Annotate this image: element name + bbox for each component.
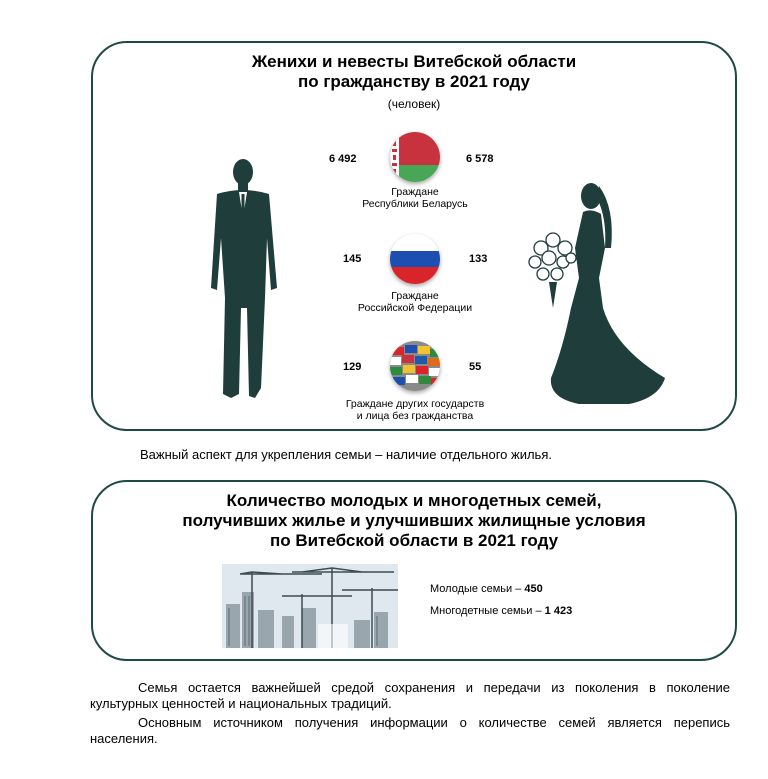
bride-silhouette	[519, 178, 669, 406]
belarus-flag-icon	[390, 132, 440, 182]
unit-label: (человек)	[387, 97, 441, 111]
grooms-brides-infobox	[91, 41, 737, 431]
grooms-other-value: 129	[343, 361, 362, 373]
housing-note: Важный аспект для укрепления семьи – наличие отдельного жилья.	[140, 447, 552, 462]
belarus-citizens-label: Граждане Республики Беларусь	[362, 186, 468, 210]
section2-title: Количество молодых и многодетных семей, получивших жилье и улучшивших жилищные условия по Витебской области в 2021 году	[182, 491, 646, 550]
paragraph-census-source: Основным источником получения информации о количестве семей является перепись населения.	[90, 715, 730, 746]
brides-russia-value: 133	[469, 253, 488, 265]
paragraph-family-values: Семья остается важнейшей средой сохранения и передачи из поколения в поколение культурных ценностей и национальных традиций.	[90, 680, 730, 711]
grooms-russia-value: 145	[343, 253, 362, 265]
young-families-line: Молодые семьи – 450	[430, 583, 543, 595]
russia-flag-icon	[390, 234, 440, 284]
groom-silhouette	[203, 158, 283, 403]
russia-citizens-label: Граждане Российской Федерации	[357, 290, 473, 314]
housing-infobox	[91, 480, 737, 661]
brides-other-value: 55	[469, 361, 482, 373]
world-flags-globe-icon	[390, 341, 440, 391]
construction-cranes-image	[222, 564, 398, 648]
brides-belarus-value: 6 578	[466, 153, 494, 165]
section1-title: Женихи и невесты Витебской области по гражданству в 2021 году	[251, 52, 577, 91]
grooms-belarus-value: 6 492	[329, 153, 357, 165]
large-families-line: Многодетные семьи – 1 423	[430, 605, 573, 617]
other-citizens-label: Граждане других государств и лица без гражданства	[345, 398, 485, 422]
